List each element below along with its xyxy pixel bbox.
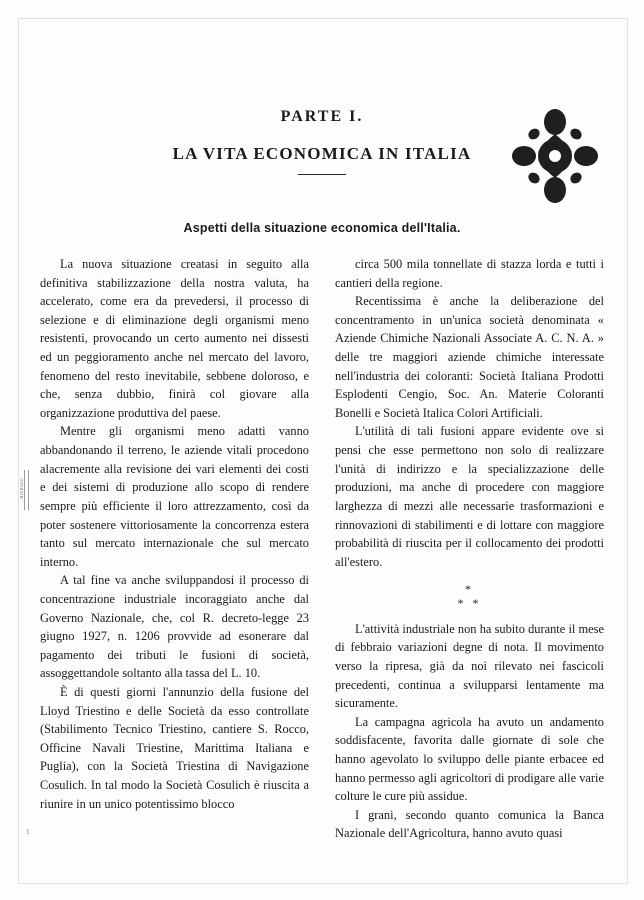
paragraph: A tal fine va anche sviluppandosi il processo di concentrazione industriale incoraggiato anche dal Governo Nazionale, che, col R. decreto-legge 23 giugno 1927, n. 1206 provvide ad esonerare dal pagamento dei tributi le fusioni di società, assoggettandole soltanto alla tassa del L. 10.	[40, 573, 309, 681]
paragraph: Mentre gli organismi meno adatti vanno abbandonando il terreno, le aziende vitali procedono alacremente alla revisione dei vari elementi dei costi e dei sistemi di produzione allo scopo di rendere sempre più efficiente il loro attrezzamento, così da poter sostenere vittoriosamente la concorrenza estera tanto sul mercato internazionale che sul mercato interno.	[40, 424, 309, 569]
part-title: PARTE I.	[280, 108, 364, 125]
paragraph: La campagna agricola ha avuto un andamento soddisfacente, favorita dalle giornate di sole che hanno agevolato lo sviluppo delle piante erbacee ed hanno permesso agli agricoltori di prodigare alle varie colture le cure più assidue.	[335, 714, 604, 804]
paragraph: I grani, secondo quanto comunica la Banca Nazionale dell'Agricoltura, hanno avuto quasi	[335, 807, 604, 841]
paragraph: È di questi giorni l'annunzio della fusione del Lloyd Triestino e delle Società da esso controllate (Stabilimento Tecnico Triestino, cantiere S. Rocco, Officine Navali Triestine, Marittima Italiana e Puglia), con la Società Triestina di Navigazione Cosulich. In tal modo la Società Cosulich è riuscita a riunire in un unico potentissimo blocco	[40, 685, 309, 811]
paragraph: Recentissima è anche la deliberazione del concentramento in un'unica società denominata « Aziende Chimiche Nazionali Associate A. C. N. A. » delle tre maggiori aziende chimiche interessate nell'industria dei coloranti: Società Italiana Prodotti Esplodenti Cengio, Soc. An. Materie Coloranti Bonelli e Società Italica Colori Artificiali.	[335, 294, 604, 420]
title-divider	[298, 174, 346, 175]
paragraph: L'attività industriale non ha subito durante il mese di febbraio variazioni degne di nota. Il movimento verso la ripresa, già da noi rilevato nei fascicoli precedenti, continua a svilupparsi lentamente ma sicuramente.	[335, 621, 604, 711]
section-heading: Aspetti della situazione economica dell'Italia.	[183, 221, 461, 235]
star-separator: * * *	[457, 582, 482, 610]
paragraph: circa 500 mila tonnellate di stazza lorda e tutti i cantieri della regione.	[335, 257, 604, 290]
page-title: LA VITA ECONOMICA IN ITALIA	[172, 144, 472, 163]
document-content	[40, 108, 604, 843]
paragraph: La nuova situazione creatasi in seguito alla definitiva stabilizzazione della nostra valuta, ha accelerato, come era da prevedersi, il processo di selezione e di eliminazione degli organismi meno resistenti, provocando un certo aumento nei dissesti ed un peggioramento anche nel mercato del lavoro, fenomeno del resto inevitabile, sebbene doloroso, e che, senza dubbio, finirà col giovare alla organizzazione produttiva del paese.	[40, 257, 309, 420]
right-column	[335, 255, 604, 843]
margin-note: Archivio	[20, 478, 25, 499]
page-number: 1	[26, 828, 30, 836]
paragraph: L'utilità di tali fusioni appare evidente ove si pensi che esse permettono non solo di realizzare l'unità di indirizzo e la specializzazione delle produzioni, ma anche di procedere con maggiore larghezza di mezzi alle necessarie trasformazioni e rinnovazioni di stabilimenti e di lottare con maggiore probabilità di riuscita per il collocamento dei prodotti all'estero.	[335, 424, 604, 569]
left-column	[40, 255, 309, 843]
two-column-body	[40, 255, 604, 843]
